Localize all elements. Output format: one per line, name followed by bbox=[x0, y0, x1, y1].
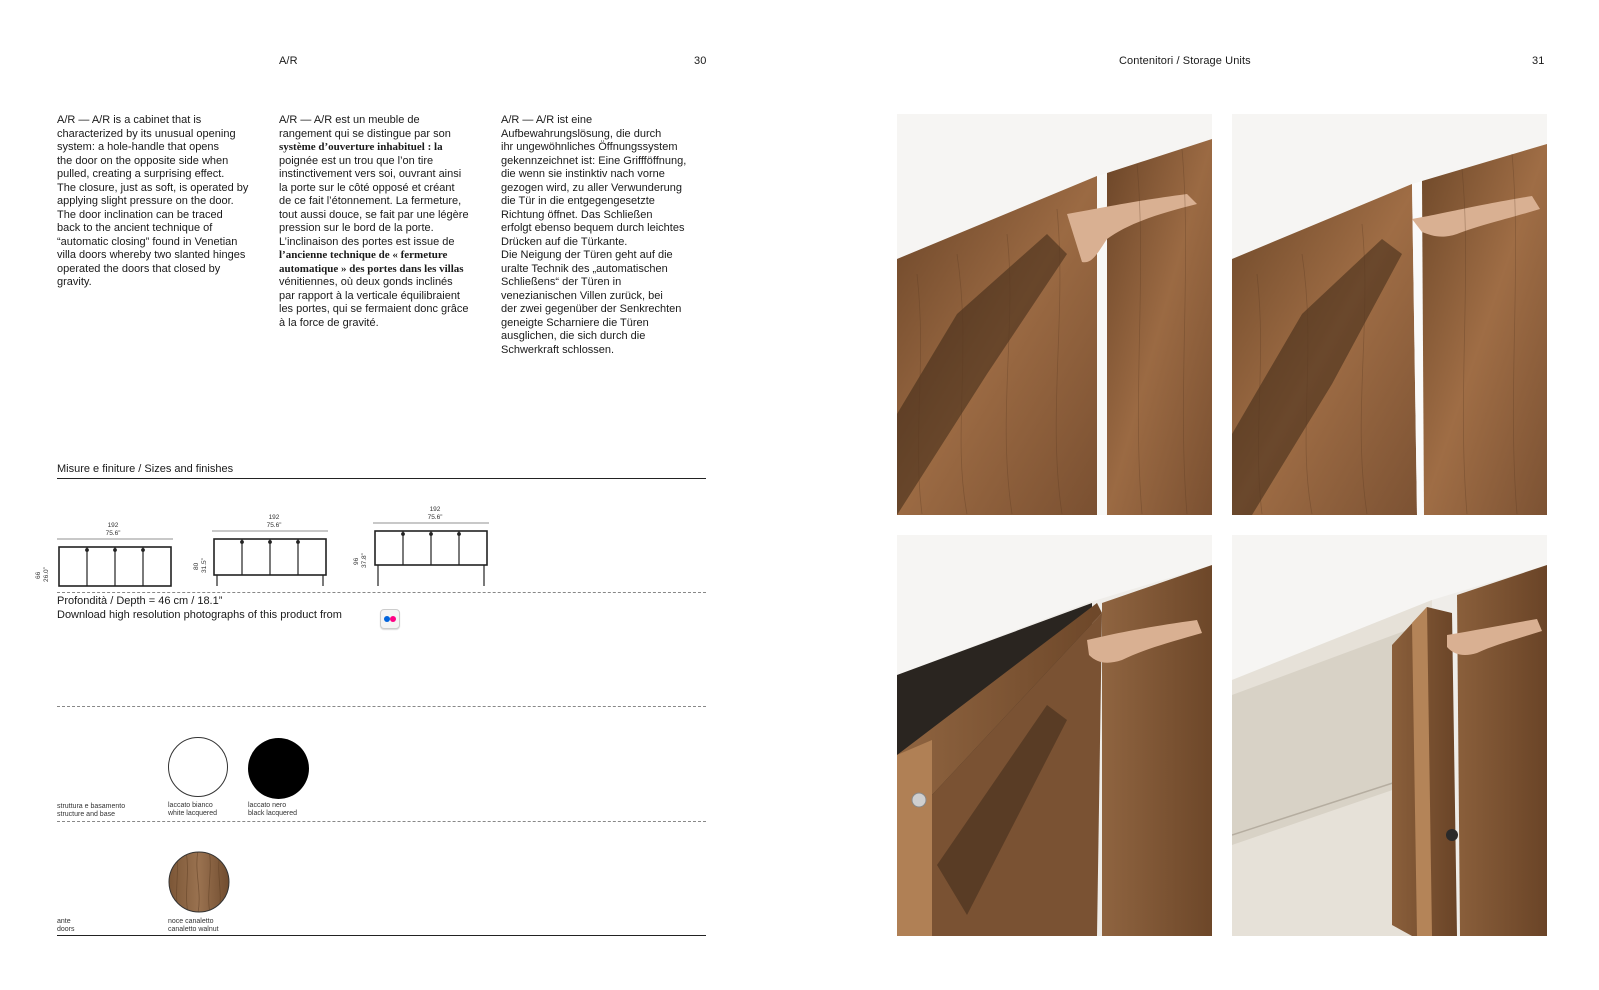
swatch-label-en: canaletto walnut bbox=[168, 926, 219, 933]
de-line: ihr ungewöhnliches Öffnungssystem bbox=[501, 141, 678, 153]
dim-height-cm-2: 80 bbox=[193, 562, 200, 570]
dim-width-in-1: 75.6” bbox=[105, 530, 121, 537]
en-line: applying slight pressure on the door. bbox=[57, 195, 234, 207]
de-line: geneigte Scharniere die Türen bbox=[501, 316, 649, 329]
canaletto-walnut-swatch bbox=[168, 851, 230, 913]
dim-height-cm-3: 96 bbox=[353, 557, 360, 565]
dim-height-cm-1: 66 bbox=[35, 571, 42, 579]
divider bbox=[57, 592, 706, 593]
finish-row-label bbox=[57, 803, 125, 819]
fr-line: poignée est un trou que l’on tire bbox=[279, 154, 434, 167]
fr-line: de ce fait l’étonnement. La fermeture, bbox=[279, 195, 462, 207]
flickr-icon[interactable] bbox=[380, 609, 400, 629]
en-line: pulled, creating a surprising effect. bbox=[57, 168, 225, 180]
fr-line: la porte sur le côté opposé et créant bbox=[279, 181, 455, 194]
swatch-label-it: laccato nero bbox=[248, 802, 287, 809]
en-line: A/R — A/R is a cabinet that is bbox=[57, 114, 202, 126]
swatch-label-en: white lacquered bbox=[168, 810, 218, 817]
finish-row-label-en: doors bbox=[57, 926, 75, 933]
fr-line: tout aussi douce, se fait par une légère bbox=[279, 208, 469, 221]
de-line: erfolgt ebenso bequem durch leichtes bbox=[501, 222, 685, 234]
dim-width-cm-3: 192 bbox=[429, 506, 441, 513]
finish-row-label-it: ante bbox=[57, 918, 71, 925]
text-column-de bbox=[501, 114, 706, 357]
en-line: system: a hole-handle that opens bbox=[57, 141, 220, 153]
de-line: gekennzeichnet ist: Eine Griffföffnung, bbox=[501, 154, 687, 167]
fr-line: automatique » des portes dans les villas bbox=[279, 262, 464, 275]
swatch-label bbox=[248, 802, 297, 818]
swatch-label-en: black lacquered bbox=[248, 810, 298, 817]
dim-width-in-2: 75.6” bbox=[266, 522, 282, 529]
sizes-section-title: Misure e finiture / Sizes and finishes bbox=[57, 463, 234, 475]
fr-line: vénitiennes, où deux gonds inclinés bbox=[279, 276, 453, 288]
right-page-number: 31 bbox=[1532, 55, 1545, 67]
fr-line: l’ancienne technique de « fermeture bbox=[279, 249, 448, 261]
fr-line: instinctivement vers soi, ouvrant ainsi bbox=[279, 168, 462, 180]
en-line: “automatic closing” found in Venetian bbox=[57, 235, 238, 248]
de-line: Richtung öffnet. Das Schließen bbox=[501, 208, 653, 221]
product-photo-closed-door bbox=[897, 114, 1212, 515]
en-line: operated the doors that closed by bbox=[57, 262, 221, 275]
finish-row-label-en: structure and base bbox=[57, 811, 115, 818]
de-line: die Tür in die entgegengesetzte bbox=[501, 195, 655, 207]
fr-line: les portes, qui se fermaient donc grâce bbox=[279, 303, 469, 315]
left-page-number: 30 bbox=[694, 55, 707, 67]
dim-height-in-1: 26.0” bbox=[43, 567, 50, 582]
swatch-label-it: noce canaletto bbox=[168, 918, 214, 925]
divider bbox=[57, 821, 706, 822]
fr-line: L’inclinaison des portes est issue de bbox=[279, 235, 455, 248]
de-line: der zwei gegenüber der Senkrechten bbox=[501, 303, 682, 315]
de-line: gezogen wird, zu aller Verwunderung bbox=[501, 181, 683, 194]
dim-width-in-3: 75.6” bbox=[427, 514, 443, 521]
fr-line: pression sur le bord de la porte. bbox=[279, 222, 434, 234]
de-line: uralte Technik des „automatischen bbox=[501, 262, 668, 275]
de-line: die wenn sie instinktiv nach vorne bbox=[501, 168, 665, 180]
depth-text: Profondità / Depth = 46 cm / 18.1” bbox=[57, 595, 223, 607]
white-lacquered-swatch bbox=[168, 737, 228, 797]
swatch-label bbox=[168, 802, 217, 818]
divider bbox=[57, 706, 706, 707]
right-header-title: Contenitori / Storage Units bbox=[1119, 55, 1251, 67]
de-line: Aufbewahrungslösung, die durch bbox=[501, 127, 662, 140]
product-photo-push-door bbox=[1232, 114, 1547, 515]
de-line: ausglichen, die sich durch die bbox=[501, 330, 646, 342]
product-photo-door-opening bbox=[897, 535, 1212, 936]
en-line: villa doors whereby two slanted hinges bbox=[57, 249, 246, 261]
download-text: Download high resolution photographs of this product from bbox=[57, 609, 342, 621]
dim-height-in-3: 37.8” bbox=[361, 553, 368, 568]
de-line: Die Neigung der Türen geht auf die bbox=[501, 249, 673, 261]
fr-line: à la force de gravité. bbox=[279, 316, 379, 329]
de-line: Schwerkraft schlossen. bbox=[501, 343, 615, 356]
fr-line: A/R — A/R est un meuble de bbox=[279, 114, 420, 126]
fr-line: système d’ouverture inhabituel : la bbox=[279, 141, 443, 153]
swatch-label bbox=[168, 918, 219, 934]
en-line: The door inclination can be traced bbox=[57, 208, 223, 221]
en-line: the door on the opposite side when bbox=[57, 154, 229, 167]
de-line: venezianischen Villen zurück, bei bbox=[501, 289, 663, 302]
dim-width-cm-1: 192 bbox=[107, 522, 119, 529]
fr-line: rangement qui se distingue par son bbox=[279, 127, 451, 140]
dim-width-cm-2: 192 bbox=[268, 514, 280, 521]
black-lacquered-swatch bbox=[248, 738, 309, 799]
left-header-title: A/R bbox=[279, 55, 298, 67]
product-photo-door-open bbox=[1232, 535, 1547, 936]
en-line: The closure, just as soft, is operated by bbox=[57, 181, 249, 194]
swatch-label-it: laccato bianco bbox=[168, 802, 213, 809]
dim-height-in-2: 31.5” bbox=[201, 558, 208, 573]
fr-line: par rapport à la verticale équilibraient bbox=[279, 289, 460, 302]
de-line: A/R — A/R ist eine bbox=[501, 114, 593, 126]
de-line: Drücken auf die Türkante. bbox=[501, 235, 628, 248]
en-line: gravity. bbox=[57, 276, 92, 288]
finish-row-label-it: struttura e basamento bbox=[57, 803, 126, 810]
divider bbox=[57, 478, 706, 479]
en-line: back to the ancient technique of bbox=[57, 222, 213, 234]
de-line: Schließens“ der Türen in bbox=[501, 276, 622, 288]
finish-row-label bbox=[57, 918, 75, 934]
divider bbox=[57, 935, 706, 936]
text-column-fr bbox=[279, 114, 489, 330]
en-line: characterized by its unusual opening bbox=[57, 127, 236, 140]
text-column-en bbox=[57, 114, 253, 290]
